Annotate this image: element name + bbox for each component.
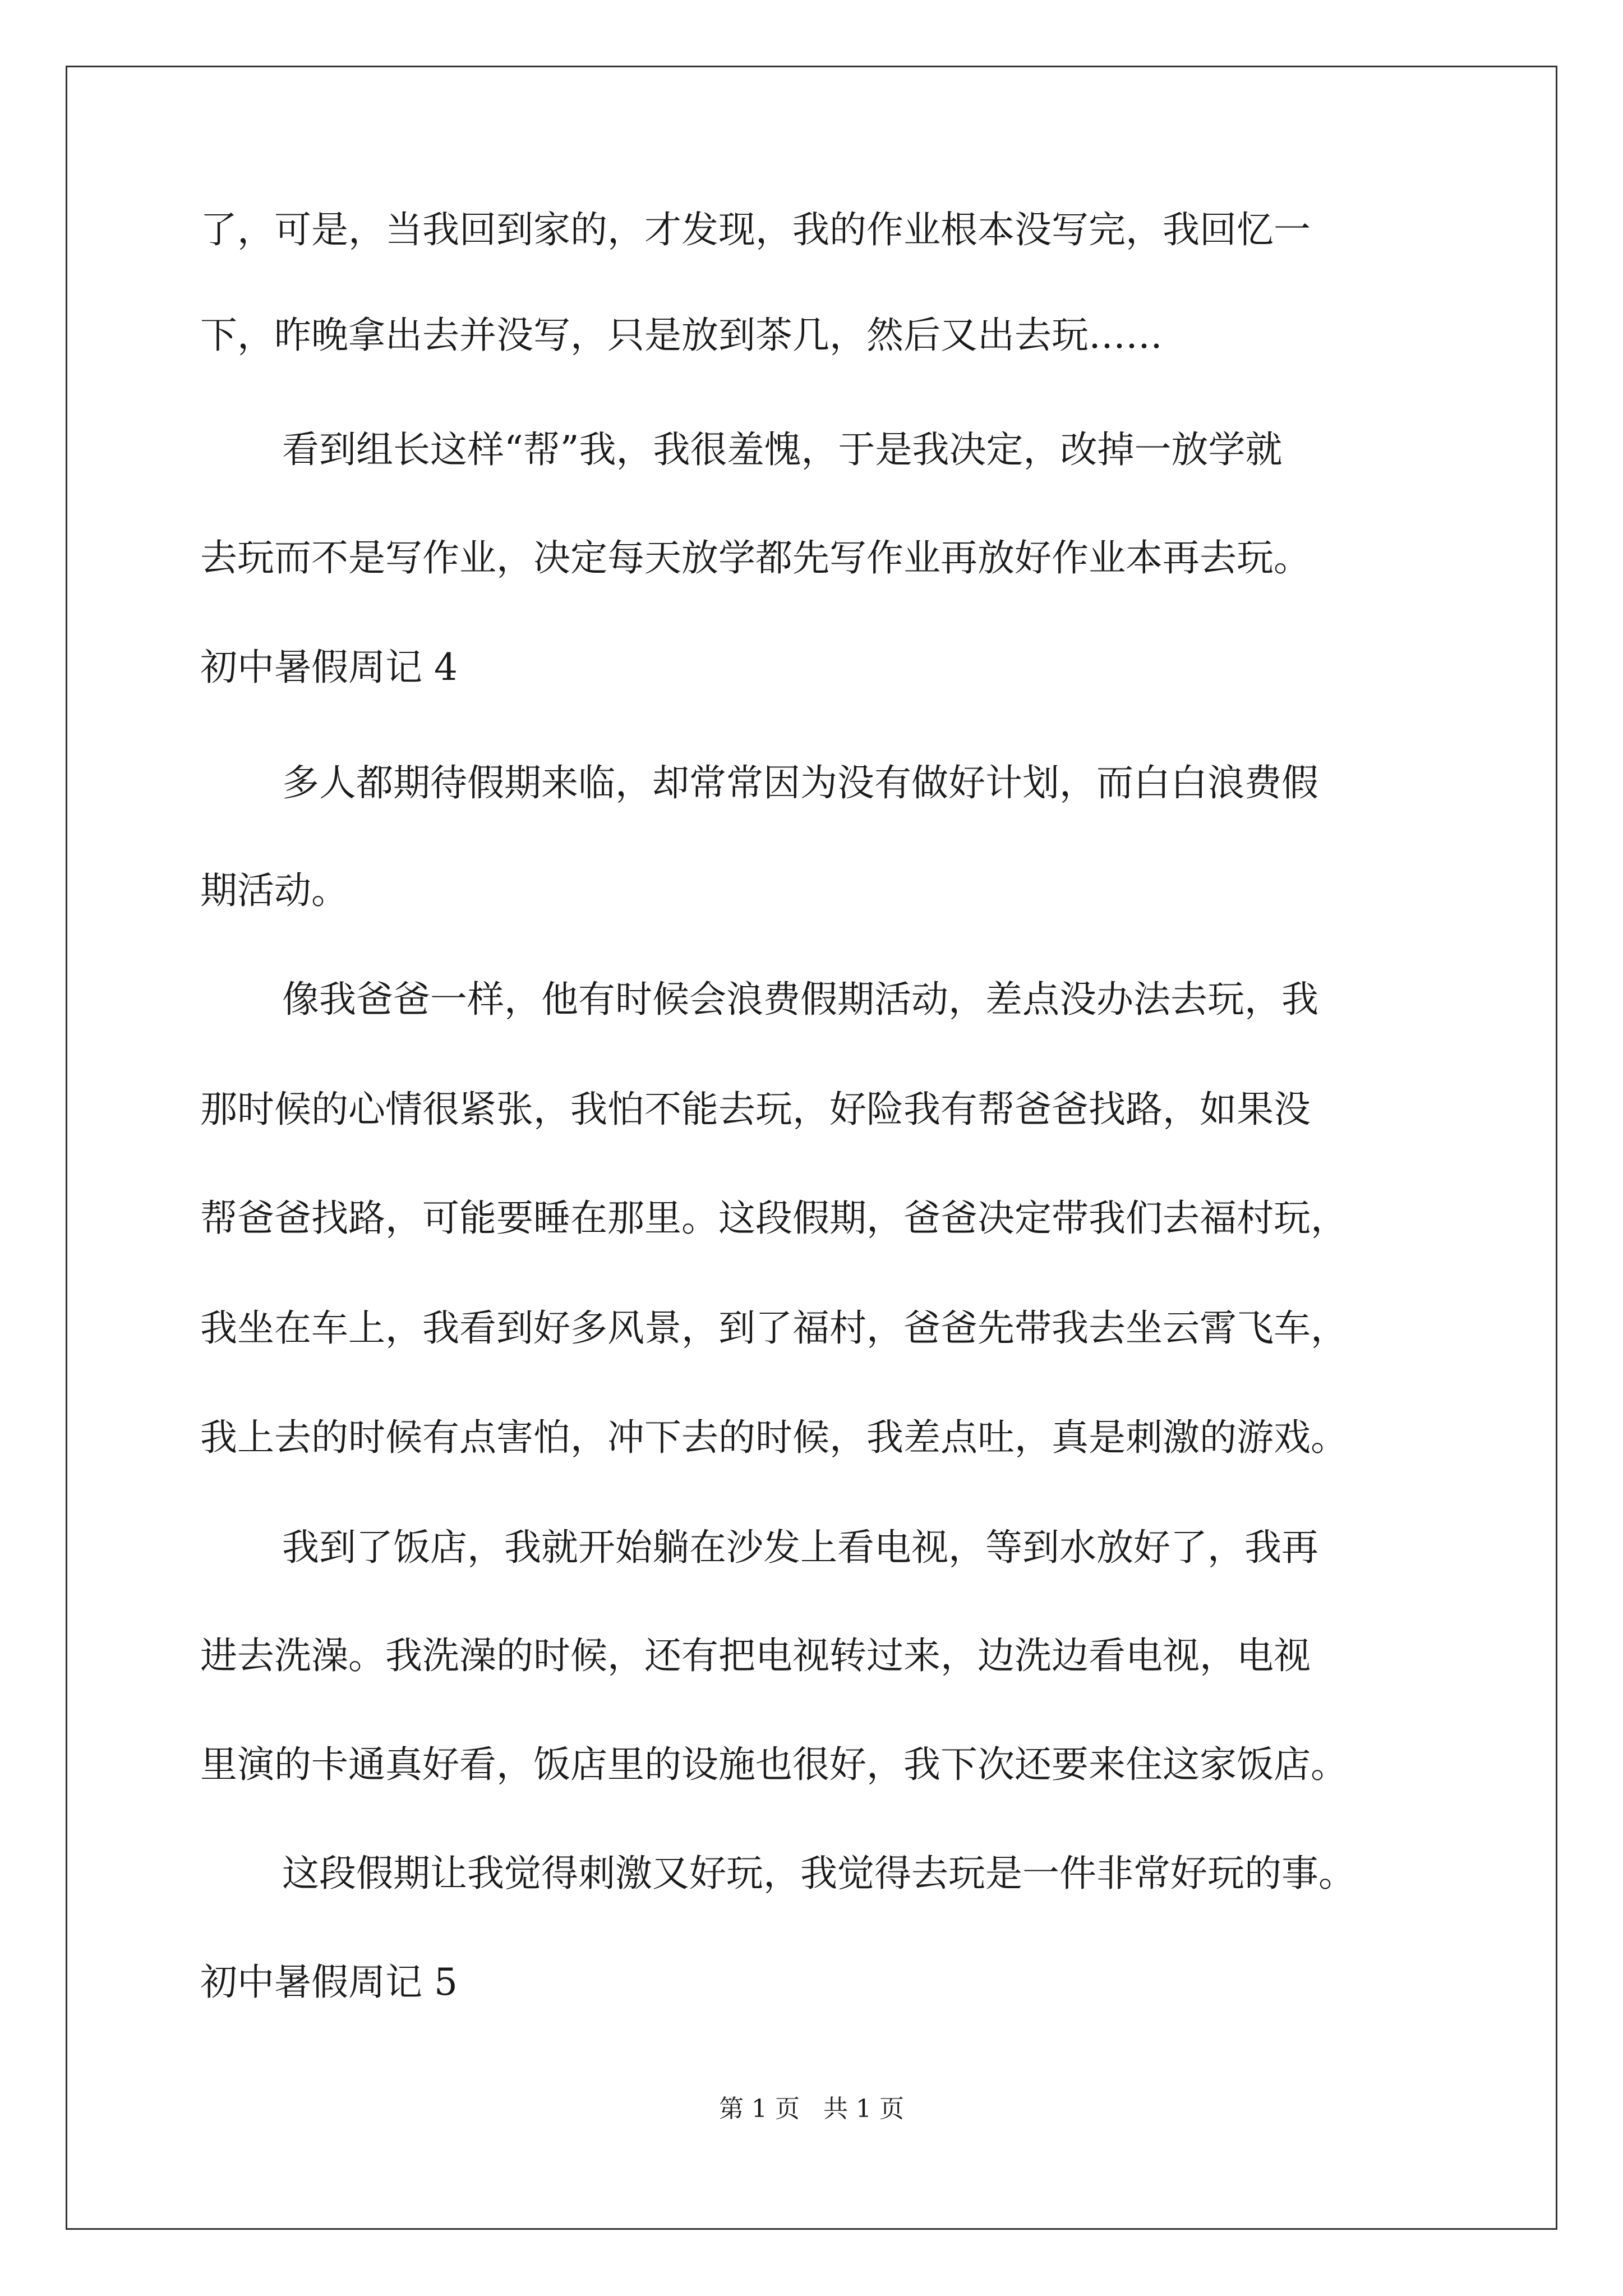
- paragraph-line: 我坐在车上，我看到好多风景，到了福村，爸爸先带我去坐云霄飞车，: [200, 1306, 1348, 1350]
- paragraph-line: 多人都期待假期来临，却常常因为没有做好计划，而白白浪费假: [282, 761, 1318, 804]
- paragraph-line: 去玩而不是写作业，决定每天放学都先写作业再放好作业本再去玩。: [200, 536, 1311, 579]
- section-heading: 初中暑假周记 5: [200, 1961, 458, 2004]
- paragraph-line: 下，昨晚拿出去并没写，只是放到茶几，然后又出去玩……: [200, 314, 1163, 357]
- page-border: [66, 66, 1557, 2230]
- paragraph-line: 我上去的时候有点害怕，冲下去的时候，我差点吐，真是刺激的游戏。: [200, 1416, 1348, 1459]
- paragraph-line: 我到了饭店，我就开始躺在沙发上看电视，等到水放好了，我再: [282, 1526, 1318, 1569]
- paragraph-line: 进去洗澡。我洗澡的时候，还有把电视转过来，边洗边看电视，电视: [200, 1634, 1311, 1677]
- paragraph-line: 期活动。: [200, 869, 348, 912]
- paragraph-line: 看到组长这样“帮”我，我很羞愧，于是我决定，改掉一放学就: [282, 428, 1283, 471]
- page-footer: 第 1 页 共 1 页: [719, 2095, 904, 2123]
- section-heading: 初中暑假周记 4: [200, 646, 458, 689]
- paragraph-line: 像我爸爸一样，他有时候会浪费假期活动，差点没办法去玩，我: [282, 978, 1318, 1021]
- paragraph-line: 这段假期让我觉得刺激又好玩，我觉得去玩是一件非常好玩的事。: [282, 1852, 1355, 1895]
- paragraph-line: 帮爸爸找路，可能要睡在那里。这段假期，爸爸决定带我们去福村玩，: [200, 1197, 1348, 1240]
- paragraph-line: 里演的卡通真好看，饭店里的设施也很好，我下次还要来住这家饭店。: [200, 1743, 1348, 1786]
- paragraph-line: 那时候的心情很紧张，我怕不能去玩，好险我有帮爸爸找路，如果没: [200, 1088, 1311, 1131]
- paragraph-line: 了，可是，当我回到家的，才发现，我的作业根本没写完，我回忆一: [200, 208, 1311, 251]
